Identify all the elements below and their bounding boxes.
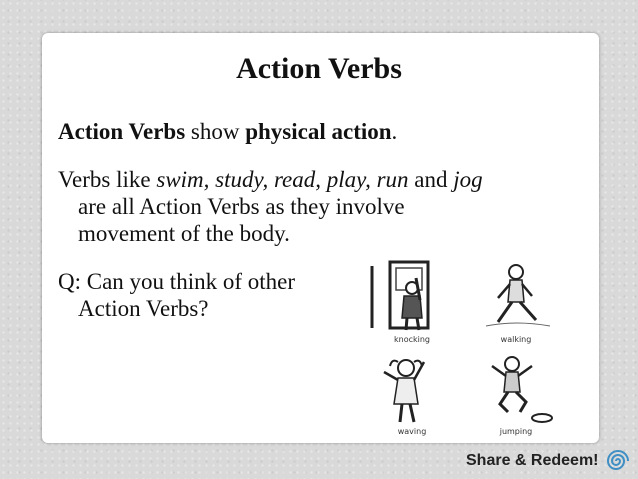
action-pictures bbox=[358, 258, 573, 440]
jumping-figure-icon bbox=[466, 350, 566, 438]
example-verbs: swim, study, read, play, run bbox=[156, 167, 409, 192]
swirl-icon bbox=[605, 448, 631, 474]
examples-and: and bbox=[408, 167, 454, 192]
waving-figure-icon bbox=[362, 350, 462, 438]
knocking-figure-icon bbox=[362, 258, 462, 346]
examples-continuation-1: are all Action Verbs as they involve bbox=[78, 194, 405, 219]
caption-knocking: knocking bbox=[394, 335, 430, 344]
question-paragraph bbox=[58, 268, 358, 322]
picture-waving bbox=[362, 350, 462, 438]
picture-walking bbox=[466, 258, 566, 346]
question-line-2: Action Verbs? bbox=[78, 296, 209, 321]
question-line-1: Q: Can you think of other bbox=[58, 269, 295, 294]
walking-figure-icon bbox=[466, 258, 566, 346]
examples-paragraph bbox=[58, 166, 578, 247]
picture-jumping bbox=[466, 350, 566, 438]
footer-brand[interactable] bbox=[466, 449, 631, 473]
term-action-verbs: Action Verbs bbox=[58, 119, 186, 144]
caption-jumping: jumping bbox=[499, 427, 533, 436]
caption-walking: walking bbox=[500, 335, 532, 344]
examples-lead: Verbs like bbox=[58, 167, 157, 192]
definition-connector: show bbox=[185, 119, 246, 144]
picture-knocking bbox=[362, 258, 462, 346]
examples-continuation-2: movement of the body. bbox=[78, 221, 290, 246]
term-physical-action: physical action bbox=[245, 119, 392, 144]
definition-line bbox=[58, 118, 397, 145]
definition-period: . bbox=[391, 119, 398, 144]
caption-waving: waving bbox=[397, 427, 427, 436]
slide-title: Action Verbs bbox=[236, 52, 402, 85]
brand-label: Share & Redeem! bbox=[466, 452, 599, 469]
example-verb-jog: jog bbox=[453, 167, 483, 192]
